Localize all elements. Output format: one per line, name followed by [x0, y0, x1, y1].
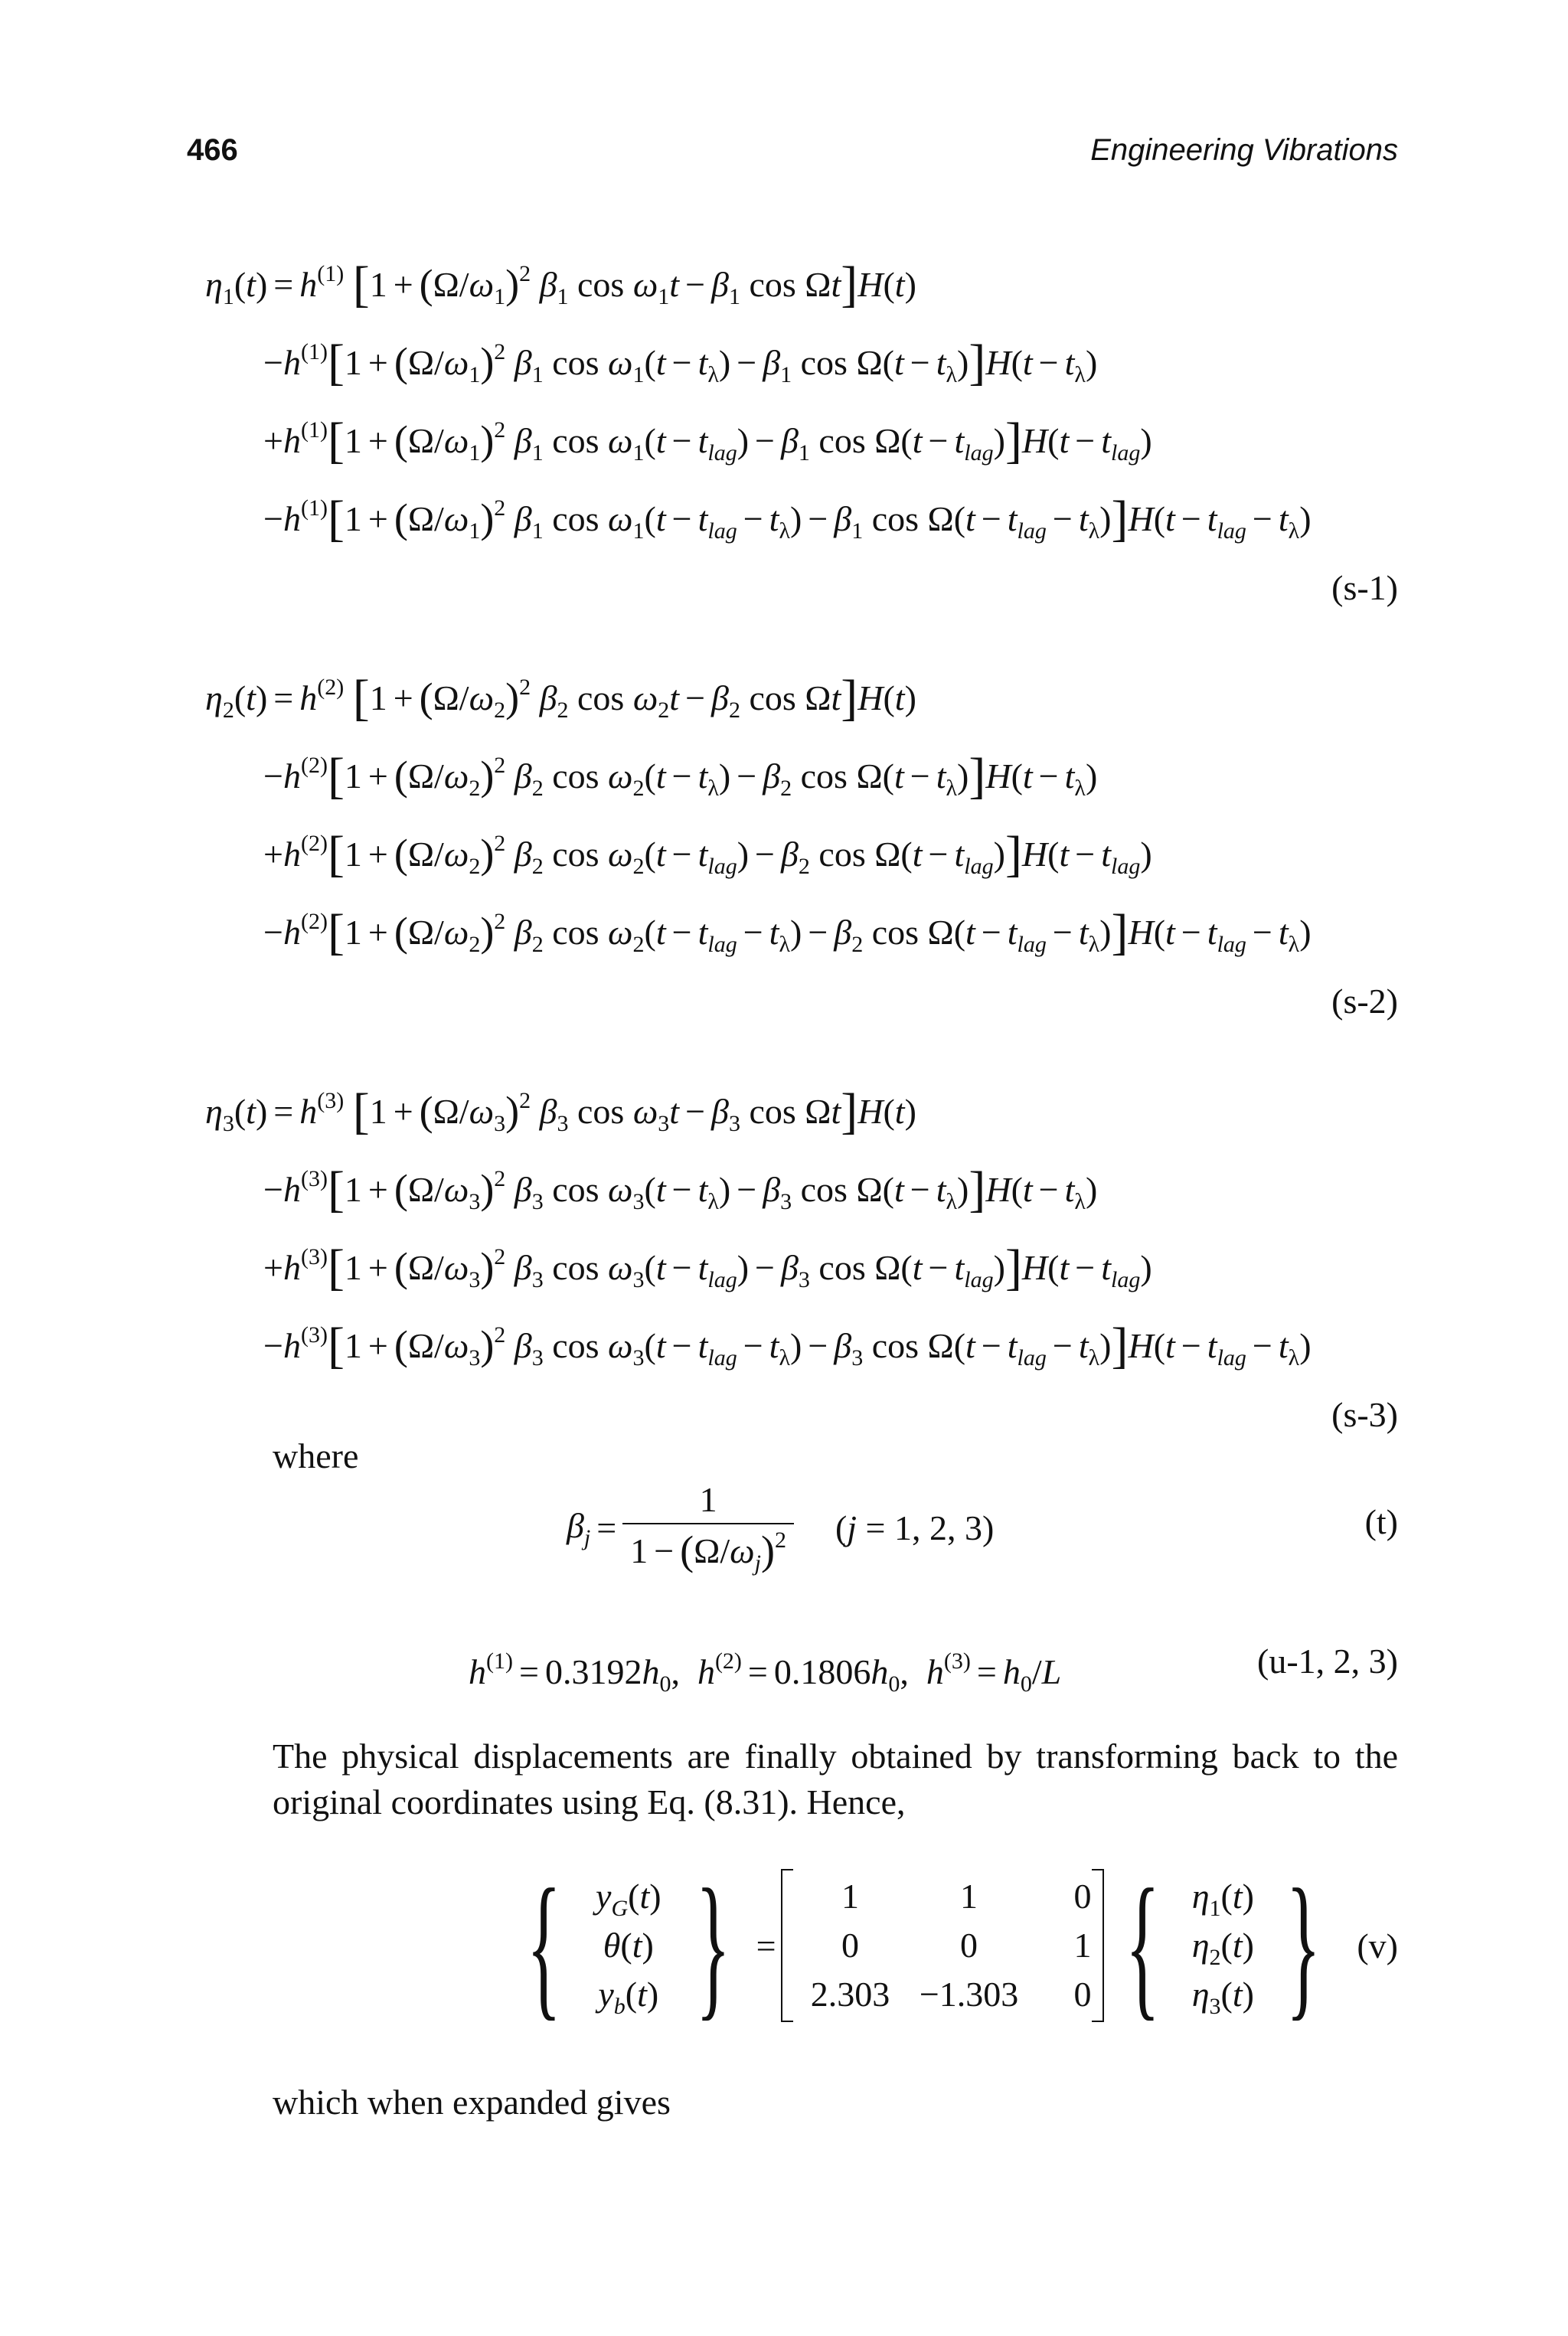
equation-s3-line2: $-h^{(3)}[1 + (\Omega/\omega_3)^2$ $\beta_3$ $\cos \omega_3(t - t_\lambda) - \beta_3$ $\cos \Omega(t - t_\lambda)]H(t - t_\lambda)$ — [263, 1161, 1098, 1217]
matrix-col-3 — [1031, 1872, 1092, 2019]
beta-denominator: $1 - (\Omega/\omega_j)^2$ — [630, 1527, 786, 1576]
displacement-vector — [583, 1872, 675, 2019]
modal-vector — [1181, 1872, 1265, 2019]
matrix-cell: −1.303 — [919, 1975, 1019, 2014]
matrix-cell: 2.303 — [810, 1975, 890, 2014]
equation-s3-line4: $-h^{(3)}[1 + (\Omega/\omega_3)^2$ $\beta_3$ $\cos \omega_3(t - t_{lag} - t_\lambda) - \beta_3$ $\cos \Omega(t - t_{lag} - t_\lambda)]H(t - t_{lag} - t_\lambda)$ — [263, 1318, 1312, 1374]
vector-entry-eta3: $\eta_3(t)$ — [1191, 1975, 1254, 2019]
right-brace: } — [695, 1857, 730, 2034]
vector-entry-yG: $y_G(t)$ — [596, 1877, 662, 1921]
equation-s1-line1: $\eta_1(t) = h^{(1)}$ [$1 + (\Omega/\omega_1)^2$ $\beta_1$ $\cos \omega_1t - \beta_1$ cos Ωt]H(t) — [205, 256, 916, 312]
equation-v: { $y_G(t)$ θ(t) $y_b(t)$ } = 1 0 2.303 1 0 −1.303 0 1 0 { $\eta_1(t)$ $\eta_2(t)$ $\eta_3(t)$ } — [526, 1857, 1321, 2034]
left-brace: { — [526, 1857, 562, 2034]
matrix-cell: 1 — [841, 1877, 860, 1916]
matrix-cell: 0 — [841, 1926, 860, 1965]
page-number: 466 — [187, 133, 238, 167]
equation-label-s3: (s-3) — [1331, 1395, 1398, 1434]
equation-label-v: (v) — [1357, 1926, 1398, 1965]
running-title: Engineering Vibrations — [1090, 133, 1398, 167]
where-text: where — [273, 1436, 359, 1475]
vector-entry-eta1: $\eta_1(t)$ — [1191, 1877, 1254, 1921]
matrix-right-bracket — [1092, 1869, 1104, 2022]
matrix-col-2 — [908, 1872, 1031, 2019]
beta-fraction — [622, 1479, 794, 1576]
equation-label-u: (u-1, 2, 3) — [1257, 1642, 1398, 1681]
matrix-left-bracket — [781, 1869, 793, 2022]
vector-entry-theta: θ(t) — [603, 1926, 654, 1965]
equation-s3-line1: $\eta_3(t) = h^{(3)}$ [$1 + (\Omega/\omega_3)^2$ $\beta_3$ $\cos \omega_3t - \beta_3$ cos Ωt]H(t) — [205, 1083, 916, 1139]
closing-text: which when expanded gives — [273, 2083, 671, 2122]
equation-s1-line4: $-h^{(1)}[1 + (\Omega/\omega_1)^2$ $\beta_1$ $\cos \omega_1(t - t_{lag} - t_\lambda) - \beta_1$ $\cos \Omega(t - t_{lag} - t_\lambda)]H(t - t_{lag} - t_\lambda)$ — [263, 491, 1312, 547]
beta-condition: (j = 1, 2, 3) — [835, 1508, 995, 1547]
matrix-col-1 — [793, 1872, 908, 2019]
matrix-cell: 1 — [960, 1877, 978, 1916]
equation-s2-line2: $-h^{(2)}[1 + (\Omega/\omega_2)^2$ $\beta_2$ $\cos \omega_2(t - t_\lambda) - \beta_2$ $\cos \Omega(t - t_\lambda)]H(t - t_\lambda)$ — [263, 748, 1098, 804]
equation-s1-line2: $-h^{(1)}[1 + (\Omega/\omega_1)^2$ $\beta_1$ $\cos \omega_1(t - t_\lambda) - \beta_1$ $\cos \Omega(t - t_\lambda)]H(t - t_\lambda)$ — [263, 335, 1098, 390]
vector-entry-yb: $y_b(t)$ — [598, 1975, 659, 2019]
equation-u: $h^{(1)} = 0.3192h_0$, $h^{(2)} = 0.1806h_0$, $h^{(3)} = h_0/L$ — [469, 1648, 1062, 1697]
equation-t: $\beta_j$ = $\frac{1}{1 - (\Omega/\omega_j)^2}$ (j = 1, 2, 3) — [567, 1480, 995, 1576]
beta-numerator: 1 — [622, 1479, 794, 1524]
equation-s1-line3: $+h^{(1)}[1 + (\Omega/\omega_1)^2$ $\beta_1$ $\cos \omega_1(t - t_{lag}) - \beta_1$ $\cos \Omega(t - t_{lag})]H(t - t_{lag})$ — [263, 413, 1152, 469]
right-brace-eta: } — [1286, 1857, 1321, 2034]
body-paragraph: The physical displacements are finally obtained by transforming back to the original coordinates using Eq. (8.31). Hence, — [273, 1736, 1398, 1821]
vector-entry-eta2: $\eta_2(t)$ — [1191, 1926, 1254, 1970]
equation-s2-line3: $+h^{(2)}[1 + (\Omega/\omega_2)^2$ $\beta_2$ $\cos \omega_2(t - t_{lag}) - \beta_2$ $\cos \Omega(t - t_{lag})]H(t - t_{lag})$ — [263, 826, 1152, 882]
equation-label-t: (t) — [1364, 1502, 1398, 1541]
matrix-cell: 0 — [1073, 1975, 1092, 2014]
equation-s3-line3: $+h^{(3)}[1 + (\Omega/\omega_3)^2$ $\beta_3$ $\cos \omega_3(t - t_{lag}) - \beta_3$ $\cos \Omega(t - t_{lag})]H(t - t_{lag})$ — [263, 1240, 1152, 1295]
equation-label-s2: (s-2) — [1331, 982, 1398, 1021]
matrix-cell: 0 — [960, 1926, 978, 1965]
equation-s2-line4: $-h^{(2)}[1 + (\Omega/\omega_2)^2$ $\beta_2$ $\cos \omega_2(t - t_{lag} - t_\lambda) - \beta_2$ $\cos \Omega(t - t_{lag} - t_\lambda)]H(t - t_{lag} - t_\lambda)$ — [263, 904, 1312, 960]
matrix-cell: 0 — [1073, 1877, 1092, 1916]
left-brace-eta: { — [1125, 1857, 1160, 2034]
equation-label-s1: (s-1) — [1331, 568, 1398, 607]
matrix-cell: 1 — [1073, 1926, 1092, 1965]
equation-s2-line1: $\eta_2(t) = h^{(2)}$ [$1 + (\Omega/\omega_2)^2$ $\beta_2$ $\cos \omega_2t - \beta_2$ cos Ωt]H(t) — [205, 670, 916, 726]
